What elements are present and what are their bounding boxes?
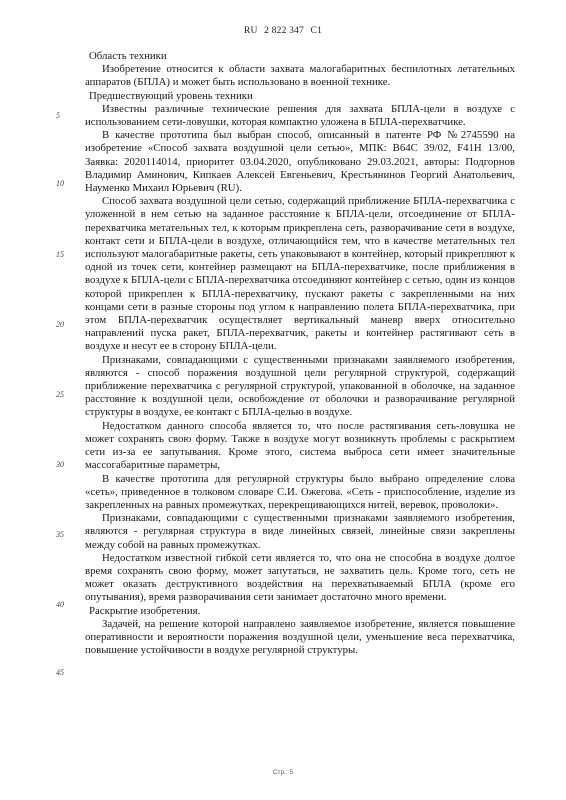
paragraph: Признаками, совпадающими с существенными признаками заявляемого изобретения, являются - регулярная структура в виде линейных связей, линейные связи закреплены между собой на равных промежутках. [85,512,515,551]
line-number: 40 [56,600,64,609]
line-number: 35 [56,530,64,539]
line-number: 10 [56,179,64,188]
patent-header [0,26,566,36]
line-number: 5 [56,111,60,120]
paragraph: Недостатком данного способа является то, что после растягивания сеть-ловушка не может сохранять свою форму. Также в воздухе могут возникнуть проблемы с раскрытием сети из-за ее запутывания. Кроме этого, система выброса сети имеет значительные массогабаритные параметры, [85,419,515,472]
line-number: 25 [56,390,64,399]
document-body [85,50,515,657]
paragraph: Известны различные технические решения для захвата БПЛА-цели в воздухе с использованием сети-ловушки, которая компактно уложена в БПЛА-перехватчике. [85,102,515,129]
paragraph: Изобретение относится к области захвата малогабаритных беспилотных летательных аппаратов (БПЛА) и может быть использовано в военной технике. [85,63,515,89]
line-number: 20 [56,320,64,329]
paragraph: Способ захвата воздушной цели сетью, содержащий приближение БПЛА-перехватчика с уложенной в нем сетью на заданное расстояние к БПЛА-цели, отсоединение от БПЛА-перехватчика метательных тел, к которым прикреплена сеть, разворачивание сети в воздухе, контакт сети и БПЛА-цели в воздухе, отличающийся тем, что в качестве метательных тел используют малогабаритные ракеты, сеть упаковывают в контейнер, который прикрепляют к одной из точек сети, контейнер размещают на БПЛА-перехватчике, после приближения в воздухе к БПЛА-цели с БПЛА-перехватчика отсоединяют контейнер с сетью, один из концов которой прикреплен к БПЛА-перехватчику, пускают ракеты с закрепленными на них концами сети в разные стороны под углом к направлению полета БПЛА-перехватчика, при этом БПЛА-перехватчик осуществляет вертикальный маневр вверх относительно направлений пуска ракет, БПЛА-перехватчик, ракеты и контейнер растягивают сеть в воздухе и несут ее в сторону БПЛА-цели. [85,195,515,353]
paragraph: Задачей, на решение которой направлено заявляемое изобретение, является повышение оперативности и вероятности поражения воздушной цели, уменьшение веса перехватчика, повышение устойчивости в воздухе регулярной структуры. [85,617,515,657]
paragraph: В качестве прототипа был выбран способ, описанный в патенте РФ №2745590 на изобретение «Способ захвата воздушной цели сетью», МПК: B64C 39/02, F41H 13/00, Заявка: 2020114014, приоритет 03.04.2020, опубликовано 29.03.2021, авторы: Подгорнов Владимир Аминович, Кипкаев Алексей Евгеньевич, Крестьянинов Георгий Анатольевич, Науменко Михаил Юрьевич (RU). [85,129,515,195]
paragraph: В качестве прототипа для регулярной структуры было выбрано определение слова «сеть», приведенное в толковом словаре С.И. Ожегова. «Сеть - приспособление, изделие из закрепленных на равных промежутках, перекрещивающихся нитей, веревок, проволоки». [85,472,515,511]
section-heading-field: Область техники [89,50,167,62]
paragraph: Недостатком известной гибкой сети является то, что она не способна в воздухе долгое время сохранять свою форму, может запутаться, не захватить цель. Кроме того, сеть не может оказать деструктивного воздействия на перехватываемый БПЛА (кроме его опутывания), время разворачивания сети занимает достаточно много времени. [85,551,515,604]
page-footer: Стр.: 5 [272,769,294,776]
kind-code: C1 [310,26,323,36]
paragraph: Признаками, совпадающими с существенными признаками заявляемого изобретения, являются - способ поражения воздушной цели регулярной структурой, содержащий приближение перехватчика с регулярной структурой, упакованной в оболочке, на заданное расстояние к воздушной цели, освобождение от оболочки и разворачивание регулярной структуры в воздухе, ее контакт с БПЛА-целью в воздухе. [85,353,515,419]
country-code: RU [243,26,258,36]
patent-number: 2 822 347 [264,26,304,36]
line-number: 45 [56,668,64,677]
section-heading-disclosure: Раскрытие изобретения. [89,604,201,617]
line-number: 15 [56,250,64,259]
section-heading-prior-art: Предшествующий уровень техники [89,89,253,102]
line-number: 30 [56,460,64,469]
